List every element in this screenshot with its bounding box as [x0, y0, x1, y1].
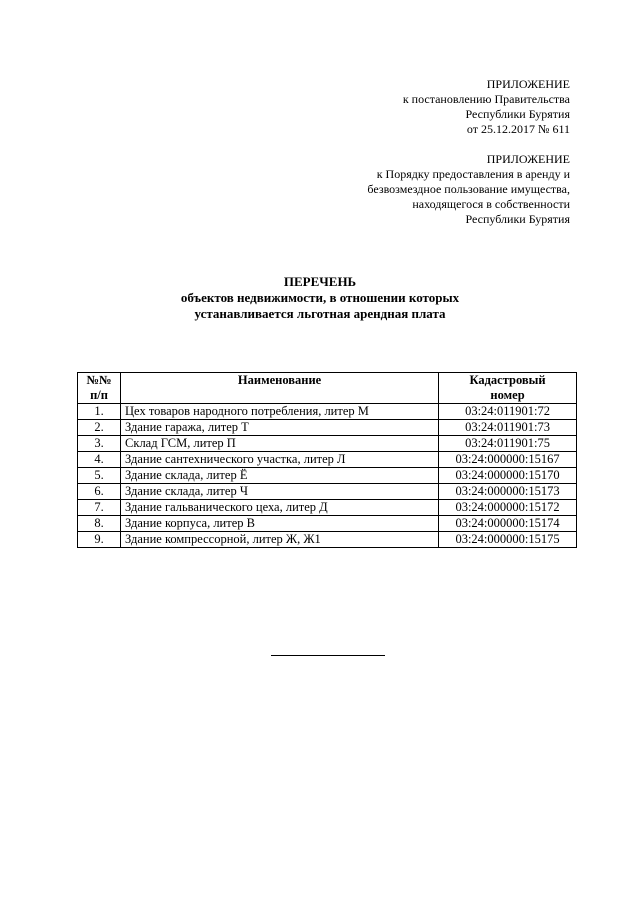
appendix-line: находящегося в собственности [412, 197, 570, 211]
row-cadastral: 03:24:000000:15173 [439, 484, 577, 500]
title-line: устанавливается льготная арендная плата [194, 306, 446, 321]
table-header-row [78, 373, 577, 404]
closing-separator-line [271, 655, 385, 656]
table-row [78, 468, 577, 484]
row-name: Цех товаров народного потребления, литер М [121, 404, 439, 420]
row-name: Здание компрессорной, литер Ж, Ж1 [121, 532, 439, 548]
header-number-line2: п/п [90, 388, 108, 402]
header-number [78, 373, 121, 404]
table-row [78, 532, 577, 548]
row-name: Здание гальванического цеха, литер Д [121, 500, 439, 516]
table-row [78, 420, 577, 436]
header-cadastral-line1: Кадастровый [469, 373, 546, 387]
row-cadastral: 03:24:000000:15175 [439, 532, 577, 548]
row-name: Здание корпуса, литер В [121, 516, 439, 532]
header-cadastral-line2: номер [490, 388, 525, 402]
row-number: 4. [78, 452, 121, 468]
appendix-heading: ПРИЛОЖЕНИЕ [486, 152, 570, 166]
objects-table [77, 372, 577, 548]
table-row [78, 484, 577, 500]
row-number: 2. [78, 420, 121, 436]
appendix-heading: ПРИЛОЖЕНИЕ [486, 77, 570, 91]
row-cadastral: 03:24:011901:73 [439, 420, 577, 436]
row-name: Склад ГСМ, литер П [121, 436, 439, 452]
appendix-line: Республики Бурятия [465, 107, 570, 121]
title-heading: ПЕРЕЧЕНЬ [283, 274, 357, 289]
row-name: Здание гаража, литер Т [121, 420, 439, 436]
table-row [78, 404, 577, 420]
document-title [0, 274, 640, 322]
appendix-block-procedure [367, 152, 570, 227]
table-row [78, 516, 577, 532]
row-cadastral: 03:24:011901:75 [439, 436, 577, 452]
table-row [78, 452, 577, 468]
row-cadastral: 03:24:011901:72 [439, 404, 577, 420]
row-number: 8. [78, 516, 121, 532]
appendix-line: к Порядку предоставления в аренду и [376, 167, 570, 181]
row-number: 1. [78, 404, 121, 420]
row-number: 3. [78, 436, 121, 452]
row-name: Здание склада, литер Ё [121, 468, 439, 484]
appendix-date-number: от 25.12.2017 № 611 [466, 122, 570, 136]
appendix-line: Республики Бурятия [465, 212, 570, 226]
row-cadastral: 03:24:000000:15170 [439, 468, 577, 484]
row-cadastral: 03:24:000000:15172 [439, 500, 577, 516]
appendix-line: безвозмездное пользование имущества, [367, 182, 570, 196]
row-number: 9. [78, 532, 121, 548]
table-row [78, 500, 577, 516]
table-row [78, 436, 577, 452]
row-number: 6. [78, 484, 121, 500]
row-cadastral: 03:24:000000:15167 [439, 452, 577, 468]
header-name: Наименование [121, 373, 439, 404]
header-number-line1: №№ [86, 373, 112, 387]
appendix-block-resolution [403, 77, 570, 137]
row-name: Здание сантехнического участка, литер Л [121, 452, 439, 468]
row-number: 7. [78, 500, 121, 516]
appendix-line: к постановлению Правительства [402, 92, 570, 106]
row-cadastral: 03:24:000000:15174 [439, 516, 577, 532]
row-number: 5. [78, 468, 121, 484]
row-name: Здание склада, литер Ч [121, 484, 439, 500]
title-line: объектов недвижимости, в отношении которых [180, 290, 460, 305]
header-cadastral [439, 373, 577, 404]
